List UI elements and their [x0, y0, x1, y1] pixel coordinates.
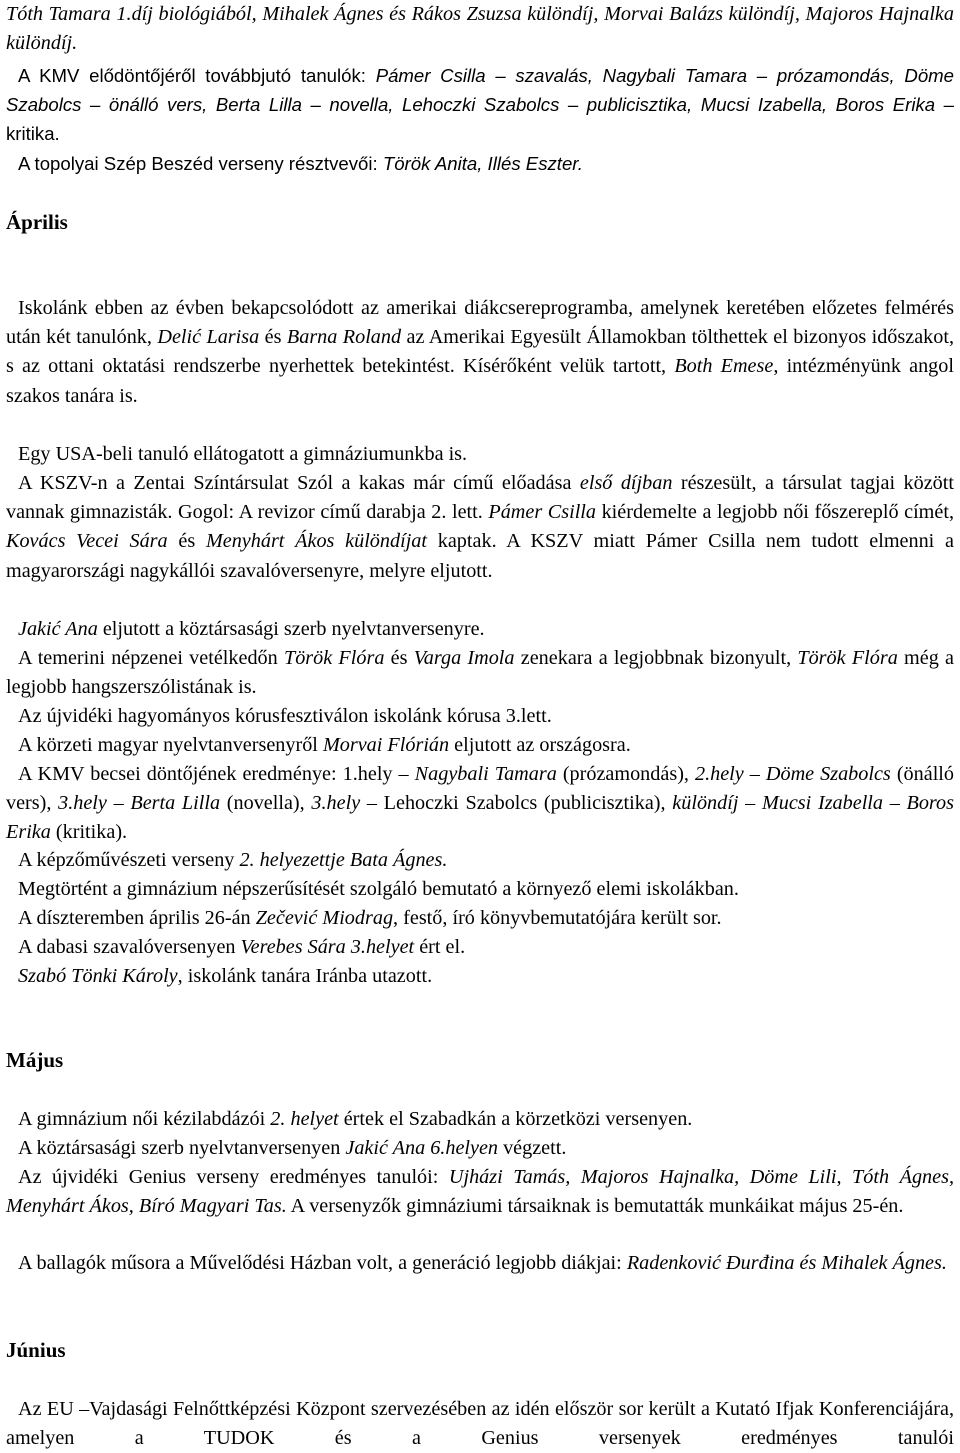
may-genius-competition: Az újvidéki Genius verseny eredményes tanulói: Ujházi Tamás, Majoros Hajnalka, Döme Lili, Tóth Ágnes, Menyhárt Ákos, Bíró Magyari Tas. A versenyzők gimnáziumi társaiknak is bemutatták munkáikat május 25-én. — [6, 1166, 954, 1218]
may-handball: A gimnázium női kézilabdázói 2. helyet értek el Szabadkán a körzetközi versenyen. — [18, 1108, 693, 1130]
section-heading-may: Május — [6, 1048, 64, 1072]
april-iran-trip: Szabó Tönki Károly, iskolánk tanára Iránba utazott. — [18, 965, 433, 987]
section-heading-june: Június — [6, 1338, 66, 1362]
april-exchange-paragraph: Iskolánk ebben az évben bekapcsolódott az amerikai diákcsereprogramba, amelynek keretében előzetes felmérés után két tanulónk, Delić Larisa és Barna Roland az Amerikai Egyesült Államokban tölthettek el bizonyos időszakot, s az ottani oktatási rendszerbe nyerhettek betekintést. Kísérőként velük tartott, Both Emese, intézményünk angol szakos tanára is. — [6, 297, 954, 407]
april-art-competition: A képzőművészeti verseny 2. helyezettje Bata Ágnes. — [18, 849, 448, 871]
april-school-promotion: Megtörtént a gimnázium népszerűsítését szolgáló bemutató a környező elemi iskolákban. — [18, 878, 739, 900]
april-choir-festival: Az újvidéki hagyományos kórusfesztiválon iskolánk kórusa 3.lett. — [18, 705, 552, 727]
kmv-tail: – kritika. — [6, 94, 954, 145]
april-folk-music: A temerini népzenei vetélkedőn Török Flóra és Varga Imola zenekara a legjobbnak bizonyult, Török Flóra még a legjobb hangszerszólistának is. — [6, 647, 954, 699]
april-book-launch: A díszteremben április 26-án Zečević Miodrag, festő, író könyvbemutatójára került sor. — [18, 907, 722, 929]
april-kmv-final: A KMV becsei döntőjének eredménye: 1.hely – Nagybali Tamara (prózamondás), 2.hely – Döme Szabolcs (önálló vers), 3.hely – Berta Lilla (novella), 3.hely – Lehoczki Szabolcs (publicisztika), különdíj – Mucsi Izabella – Boros Erika (kritika). — [6, 763, 955, 844]
april-recitation-contest: A dabasi szavalóversenyen Verebes Sára 3.helyet ért el. — [18, 936, 466, 958]
topolya-lead: A topolyai Szép Beszéd verseny résztvevői: — [18, 153, 383, 174]
awards-paragraph — [6, 0, 954, 58]
april-hungarian-grammar: A körzeti magyar nyelvtanversenyről Morvai Flórián eljutott az országosra. — [18, 734, 631, 756]
april-theatre-paragraph: A KSZV-n a Zentai Színtársulat Szól a kakas már című előadása első díjban részesült, a társulat tagjai között vannak gimnazisták. Gogol: A revizor című darabja 2. lett. Pámer Csilla kiérdemelte a legjobb női főszereplő címét, Kovács Vecei Sára és Menyhárt Ákos különdíjat kaptak. A KSZV miatt Pámer Csilla nem tudott elmenni a magyarországi nagykállói szavalóversenyre, melyre eljutott. — [6, 472, 954, 582]
topolya-paragraph — [6, 149, 954, 178]
kmv-list: Pámer Csilla – szavalás, Nagybali Tamara – prózamondás, Döme Szabolcs – önálló vers, Berta Lilla – novella, Lehoczki Szabolcs – publicisztika, Mucsi Izabella, Boros Erika — [6, 65, 954, 116]
awards-text: Tóth Tamara 1.díj biológiából, Mihalek Ágnes és Rákos Zsuzsa különdíj, Morvai Balázs különdíj, Majoros Hajnalka különdíj. — [6, 3, 954, 55]
section-heading-april: Április — [6, 210, 68, 234]
topolya-names: Török Anita, Illés Eszter. — [382, 153, 583, 174]
kmv-lead: A KMV elődöntőjéről továbbjutó tanulók: — [18, 65, 376, 86]
april-serbian-grammar: Jakić Ana eljutott a köztársasági szerb nyelvtanversenyre. — [18, 618, 485, 640]
april-usa-visit: Egy USA-beli tanuló ellátogatott a gimnáziumunkba is. — [18, 443, 468, 465]
may-serbian-grammar: A köztársasági szerb nyelvtanversenyen Jakić Ana 6.helyen végzett. — [18, 1137, 567, 1159]
kmv-paragraph — [6, 61, 954, 149]
may-graduation: A ballagók műsora a Művelődési Házban volt, a generáció legjobb diákjai: Radenković Đurđina és Mihalek Ágnes. — [18, 1252, 947, 1274]
june-conference: Az EU –Vajdasági Felnőttképzési Központ szervezésében az idén először sor került a Kutató Ifjak Konferenciájára, amelyen a TUDOK és a Genius versenyek eredményes tanulói — [6, 1398, 954, 1450]
